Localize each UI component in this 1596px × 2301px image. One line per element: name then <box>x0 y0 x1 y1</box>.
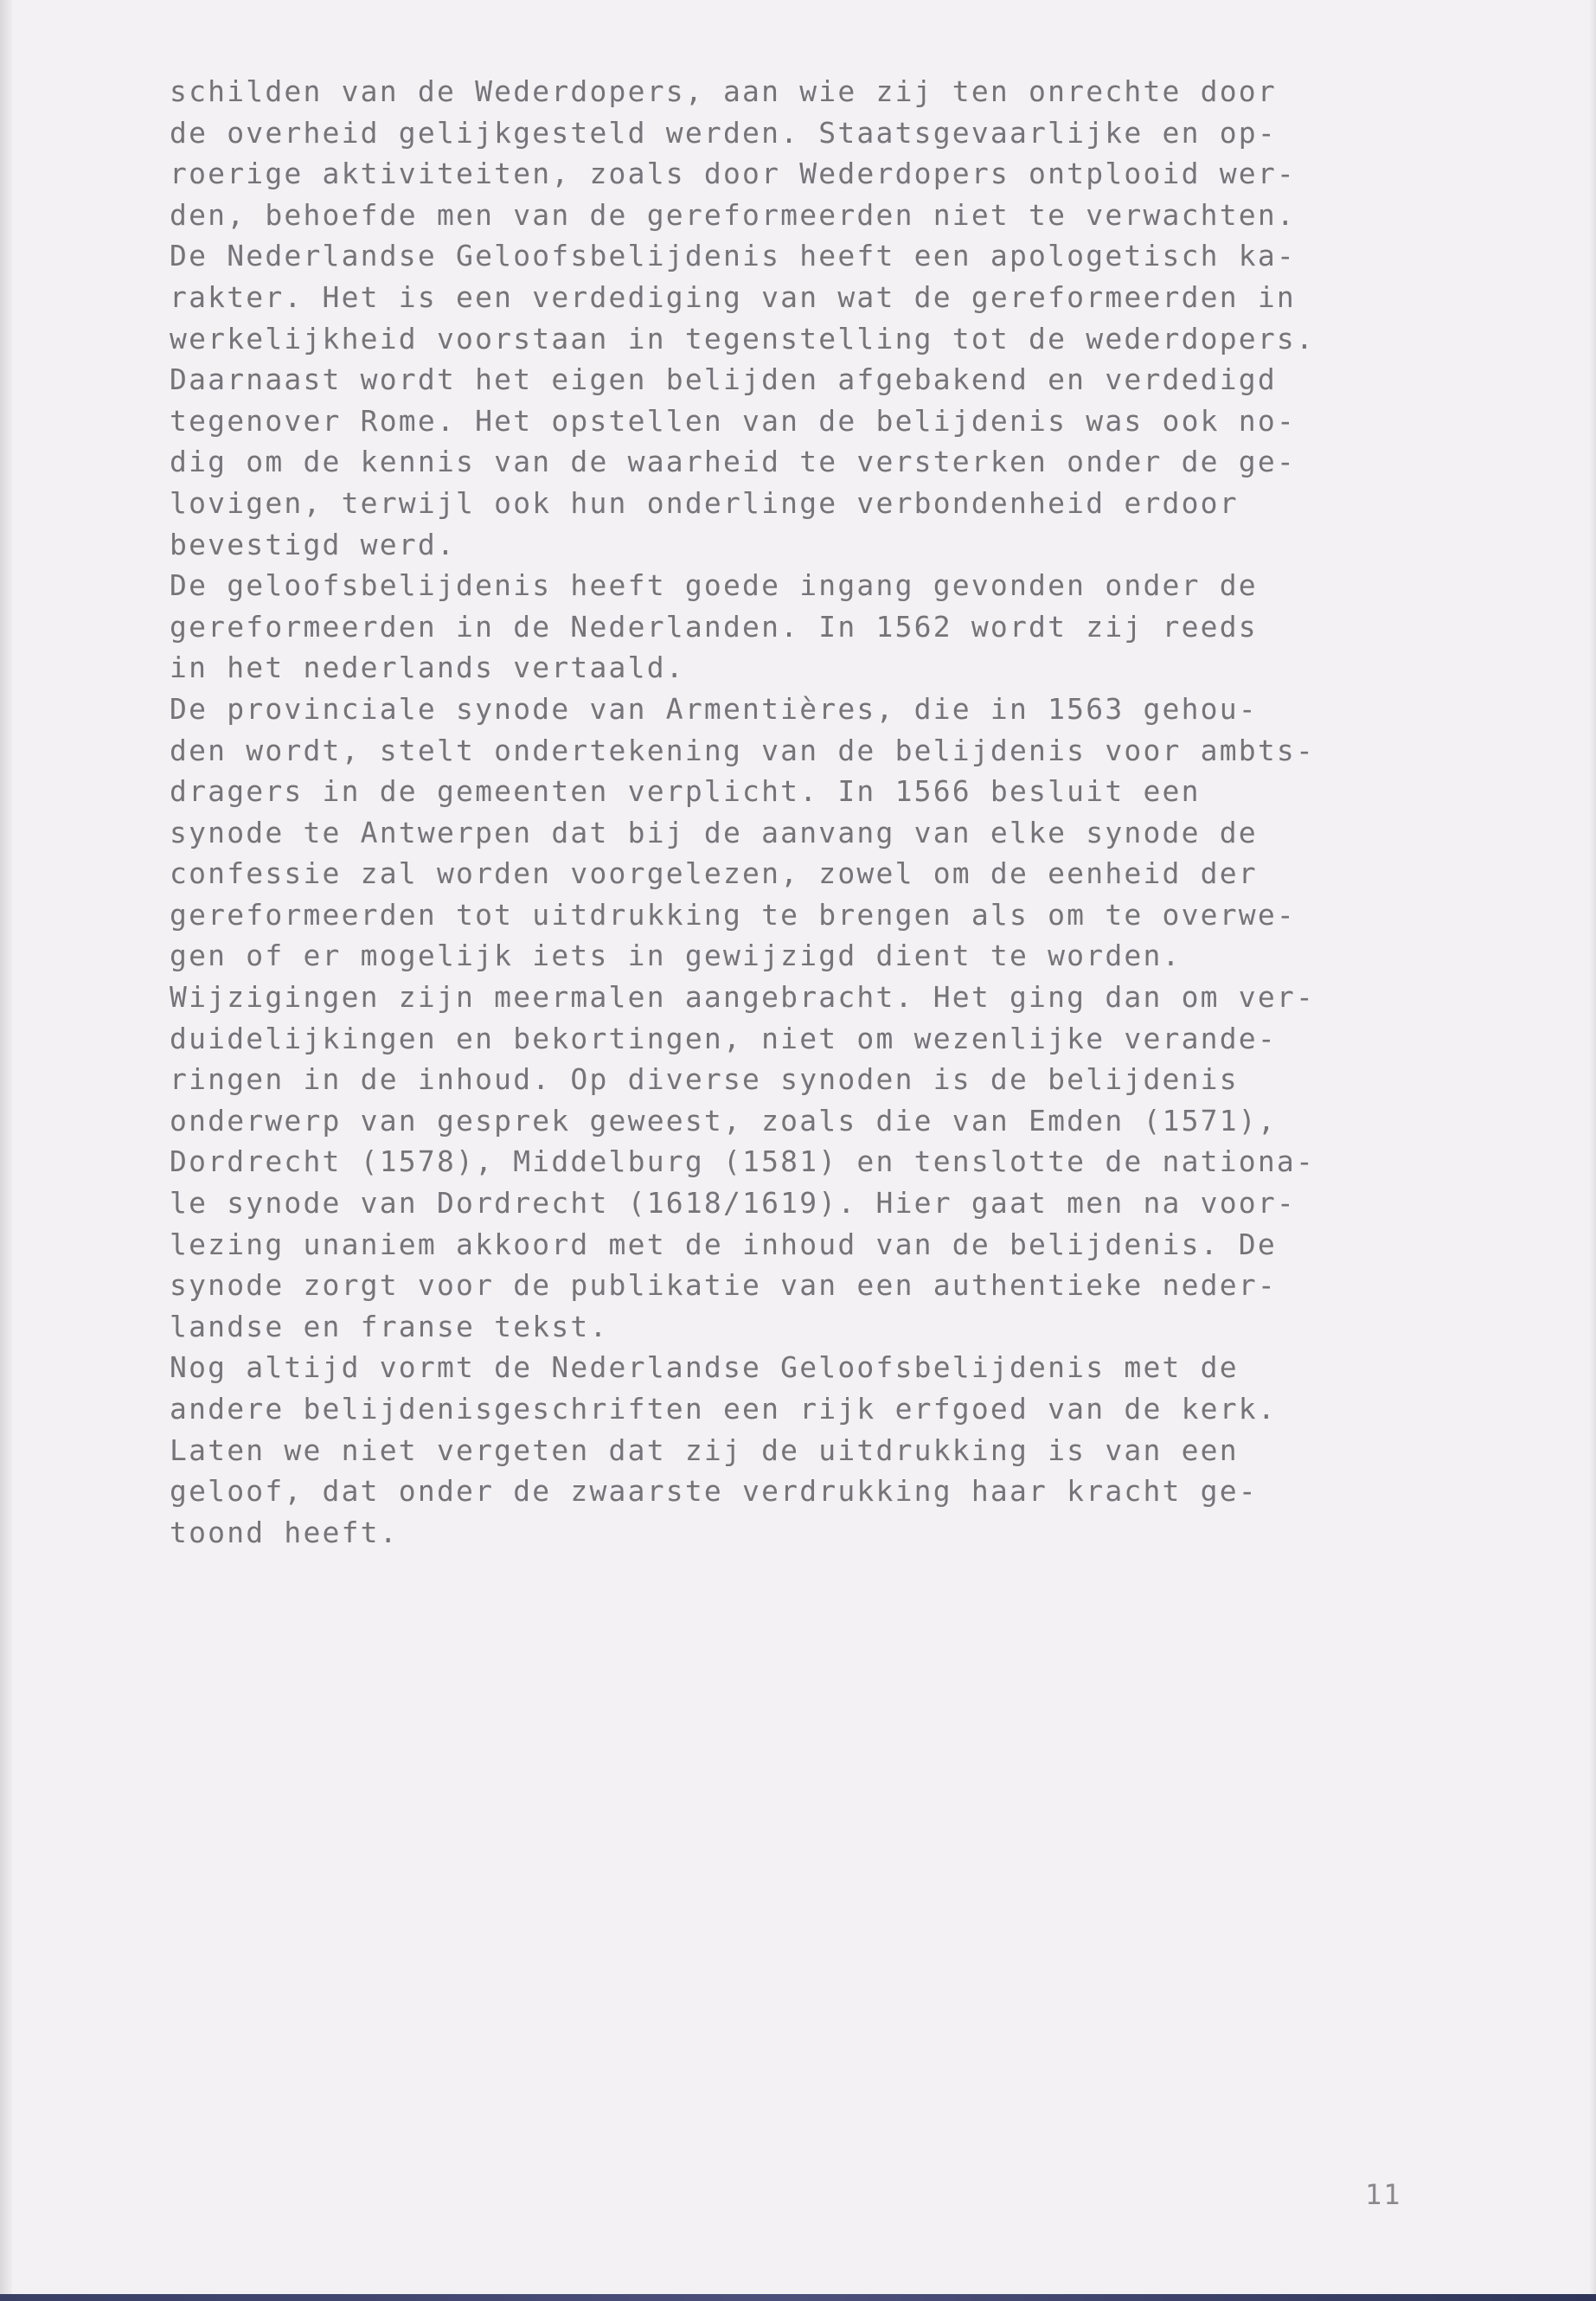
text-line: lezing unaniem akkoord met de inhoud van de belijdenis. De <box>170 1227 1277 1261</box>
text-line: gereformeerden tot uitdrukking te brengen als om te overwe- <box>170 897 1296 932</box>
text-line: toond heeft. <box>170 1515 399 1549</box>
text-line: Wijzigingen zijn meermalen aangebracht. Het ging dan om ver- <box>170 980 1316 1015</box>
text-line: duidelijkingen en bekortingen, niet om wezenlijke verande- <box>170 1021 1277 1055</box>
text-line: gereformeerden in de Nederlanden. In 1562 wordt zij reeds <box>170 609 1258 644</box>
text-line: dig om de kennis van de waarheid te versterken onder de ge- <box>170 445 1296 479</box>
page-left-edge <box>0 0 12 2301</box>
text-line: De Nederlandse Geloofsbelijdenis heeft een apologetisch ka- <box>170 239 1296 273</box>
page-right-edge <box>1589 0 1596 2301</box>
text-line: Nog altijd vormt de Nederlandse Geloofsbelijdenis met de <box>170 1350 1239 1385</box>
text-line: gen of er mogelijk iets in gewijzigd dient te worden. <box>170 939 1182 973</box>
text-line: Laten we niet vergeten dat zij de uitdrukking is van een <box>170 1433 1239 1467</box>
text-line: le synode van Dordrecht (1618/1619). Hier gaat men na voor- <box>170 1186 1296 1221</box>
text-line: synode te Antwerpen dat bij de aanvang van elke synode de <box>170 815 1258 849</box>
text-line: tegenover Rome. Het opstellen van de belijdenis was ook no- <box>170 403 1296 438</box>
text-line: De provinciale synode van Armentières, die in 1563 gehou- <box>170 691 1258 726</box>
text-line: synode zorgt voor de publikatie van een authentieke neder- <box>170 1268 1277 1303</box>
page-number: 11 <box>1365 2178 1402 2211</box>
text-line: schilden van de Wederdopers, aan wie zij ten onrechte door <box>170 74 1277 108</box>
text-line: Dordrecht (1578), Middelburg (1581) en tenslotte de nationa- <box>170 1144 1316 1179</box>
text-line: roerige aktiviteiten, zoals door Wederdopers ontplooid wer- <box>170 157 1296 191</box>
text-line: landse en franse tekst. <box>170 1309 609 1343</box>
text-line: dragers in de gemeenten verplicht. In 1566 besluit een <box>170 774 1201 809</box>
text-line: andere belijdenisgeschriften een rijk erfgoed van de kerk. <box>170 1392 1277 1426</box>
text-line: geloof, dat onder de zwaarste verdrukking haar kracht ge- <box>170 1474 1258 1509</box>
text-line: bevestigd werd. <box>170 527 457 561</box>
text-line: De geloofsbelijdenis heeft goede ingang gevonden onder de <box>170 568 1258 603</box>
text-line: den wordt, stelt ondertekening van de belijdenis voor ambts- <box>170 733 1316 767</box>
text-line: in het nederlands vertaald. <box>170 651 685 685</box>
text-line: ringen in de inhoud. Op diverse synoden is de belijdenis <box>170 1062 1239 1097</box>
bottom-binding-strip <box>0 2294 1596 2301</box>
text-line: den, behoefde men van de gereformeerden niet te verwachten. <box>170 197 1296 232</box>
text-line: de overheid gelijkgesteld werden. Staatsgevaarlijke en op- <box>170 115 1277 150</box>
text-line: rakter. Het is een verdediging van wat de gereformeerden in <box>170 279 1296 314</box>
text-line: confessie zal worden voorgelezen, zowel om de eenheid der <box>170 856 1258 891</box>
text-line: werkelijkheid voorstaan in tegenstelling tot de wederdopers. <box>170 321 1316 356</box>
text-line: lovigen, terwijl ook hun onderlinge verbondenheid erdoor <box>170 485 1239 520</box>
body-text <box>170 71 1433 1553</box>
text-line: onderwerp van gesprek geweest, zoals die van Emden (1571), <box>170 1103 1277 1138</box>
text-line: Daarnaast wordt het eigen belijden afgebakend en verdedigd <box>170 362 1277 397</box>
